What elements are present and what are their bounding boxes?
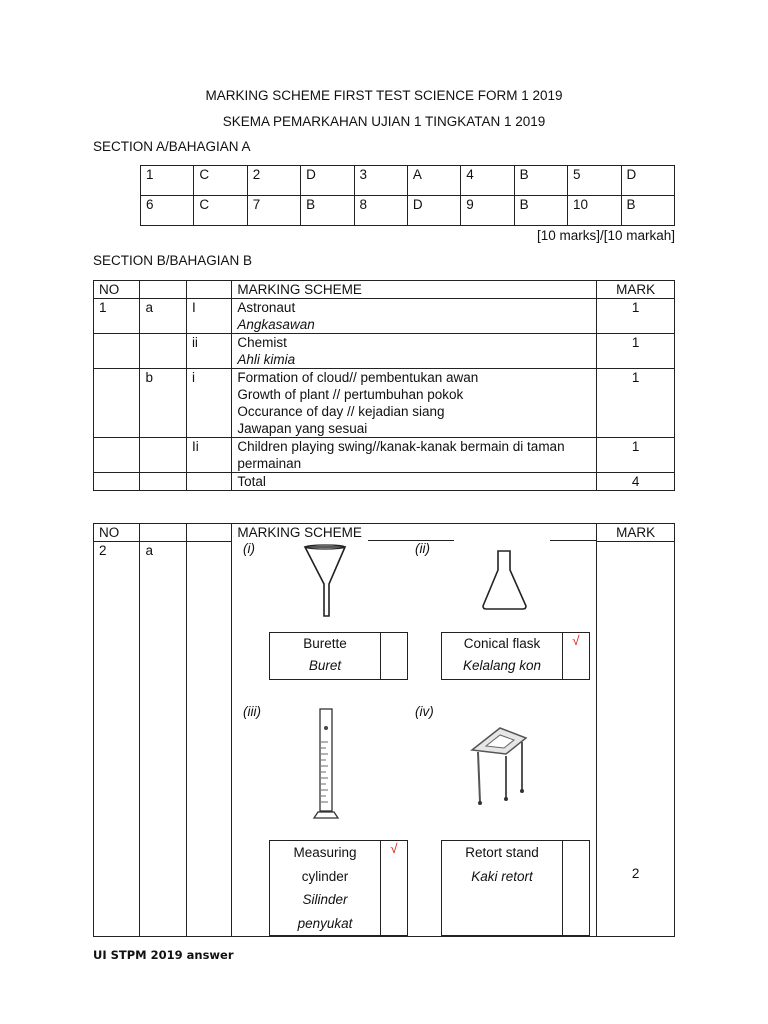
check-mark: √ bbox=[562, 633, 589, 679]
answer-cell: 6 bbox=[141, 196, 194, 226]
answer-cell bbox=[232, 334, 597, 369]
item-num: (iii) bbox=[243, 704, 261, 719]
item-num: (i) bbox=[243, 541, 255, 556]
answer-en: Chemist bbox=[237, 335, 287, 350]
sub-label: Ii bbox=[186, 438, 231, 473]
header-scheme: MARKING SCHEME bbox=[232, 524, 597, 542]
header-no: NO bbox=[94, 281, 140, 299]
header-underline bbox=[550, 540, 596, 541]
answer-cell: 8 bbox=[354, 196, 407, 226]
answer-en: Astronaut bbox=[237, 300, 296, 315]
part-label: b bbox=[140, 369, 186, 438]
tripod-stand-icon bbox=[466, 720, 530, 810]
option-box-retort-stand bbox=[441, 840, 590, 936]
part-label: a bbox=[140, 542, 186, 937]
title-malay: SKEMA PEMARKAHAN UJIAN 1 TINGKATAN 1 2019 bbox=[222, 114, 546, 129]
table-row bbox=[94, 369, 675, 438]
answer-line: Children playing swing//kanak-kanak bermain di taman bbox=[237, 439, 565, 454]
option-ms: penyukat bbox=[297, 915, 353, 931]
option-en: Retort stand bbox=[465, 845, 539, 860]
question-number: 2 bbox=[94, 542, 140, 937]
answer-cell: B bbox=[621, 196, 674, 226]
section-a-row-2 bbox=[141, 196, 675, 226]
answer-cell: 5 bbox=[568, 166, 622, 196]
answer-ms: Ahli kimia bbox=[237, 352, 296, 367]
total-label: Total bbox=[232, 473, 597, 491]
answer-cell: A bbox=[407, 166, 460, 196]
mark-cell bbox=[597, 542, 675, 937]
option-ms: Kaki retort bbox=[471, 868, 533, 884]
mark-cell: 1 bbox=[597, 369, 675, 438]
option-en: Burette bbox=[303, 636, 347, 651]
option-ms: Kelalang kon bbox=[462, 658, 542, 673]
option-box-conical-flask bbox=[441, 632, 590, 680]
answer-cell: D bbox=[407, 196, 460, 226]
title-english: MARKING SCHEME FIRST TEST SCIENCE FORM 1 2019 bbox=[205, 88, 563, 103]
total-mark: 4 bbox=[597, 473, 675, 491]
item-num: (iv) bbox=[415, 704, 434, 719]
answer-cell: 9 bbox=[461, 196, 514, 226]
mark-cell: 1 bbox=[597, 299, 675, 334]
answer-cell: C bbox=[194, 166, 247, 196]
answer-line: permainan bbox=[237, 456, 302, 471]
check-mark: √ bbox=[380, 841, 407, 935]
footer-text: UI STPM 2019 answer bbox=[93, 948, 234, 962]
section-a-total: [10 marks]/[10 markah] bbox=[536, 228, 675, 243]
sub-label: i bbox=[186, 369, 231, 438]
answer-cell: 2 bbox=[247, 166, 300, 196]
option-box-burette bbox=[269, 632, 408, 680]
answer-cell: B bbox=[514, 166, 567, 196]
table-row bbox=[94, 334, 675, 369]
section-a-row-1 bbox=[141, 166, 675, 196]
conical-flask-icon bbox=[480, 548, 530, 612]
answer-line: Occurance of day // kejadian siang bbox=[237, 404, 445, 419]
answer-ms: Angkasawan bbox=[237, 317, 315, 332]
option-en: Conical flask bbox=[463, 636, 541, 651]
header-mark: MARK bbox=[597, 281, 675, 299]
funnel-icon bbox=[300, 542, 350, 622]
measuring-cylinder-icon bbox=[312, 706, 340, 822]
total-row bbox=[94, 473, 675, 491]
table-row bbox=[94, 438, 675, 473]
mark-cell: 1 bbox=[597, 438, 675, 473]
answer-cell bbox=[232, 299, 597, 334]
answer-line: Growth of plant // pertumbuhan pokok bbox=[237, 387, 464, 402]
answer-cell: B bbox=[514, 196, 567, 226]
answer-cell bbox=[232, 438, 597, 473]
section-a-table bbox=[140, 165, 675, 226]
table-header-row bbox=[94, 281, 675, 299]
option-en: cylinder bbox=[301, 868, 349, 884]
answer-cell: D bbox=[301, 166, 354, 196]
q2-mark: 2 bbox=[631, 866, 640, 881]
answer-cell: C bbox=[194, 196, 247, 226]
question-number: 1 bbox=[94, 299, 140, 334]
checkbox-cell bbox=[562, 841, 589, 935]
mark-cell: 1 bbox=[597, 334, 675, 369]
option-en: Measuring bbox=[293, 845, 357, 860]
header-mark: MARK bbox=[597, 524, 675, 542]
answer-cell: B bbox=[301, 196, 354, 226]
section-a-heading: SECTION A/BAHAGIAN A bbox=[93, 139, 251, 154]
answer-cell: D bbox=[621, 166, 674, 196]
table-row bbox=[94, 299, 675, 334]
section-b-heading: SECTION B/BAHAGIAN B bbox=[93, 253, 253, 268]
option-ms: Silinder bbox=[302, 892, 348, 907]
option-ms: Buret bbox=[308, 658, 342, 673]
checkbox-cell bbox=[380, 633, 407, 679]
table-header-row bbox=[94, 524, 675, 542]
header-scheme: MARKING SCHEME bbox=[232, 281, 597, 299]
sub-label: I bbox=[186, 299, 231, 334]
answer-cell: 7 bbox=[247, 196, 300, 226]
answer-cell: 10 bbox=[568, 196, 622, 226]
part-label: a bbox=[140, 299, 186, 334]
option-box-measuring-cylinder bbox=[269, 840, 408, 936]
section-b-table-1 bbox=[93, 280, 675, 491]
answer-cell: 4 bbox=[461, 166, 514, 196]
answer-line: Jawapan yang sesuai bbox=[237, 421, 368, 436]
header-no: NO bbox=[94, 524, 140, 542]
sub-label: ii bbox=[186, 334, 231, 369]
answer-cell: 3 bbox=[354, 166, 407, 196]
header-underline bbox=[368, 540, 454, 541]
answer-cell: 1 bbox=[141, 166, 194, 196]
item-num: (ii) bbox=[415, 541, 430, 556]
answer-cell bbox=[232, 369, 597, 438]
answer-line: Formation of cloud// pembentukan awan bbox=[237, 370, 479, 385]
